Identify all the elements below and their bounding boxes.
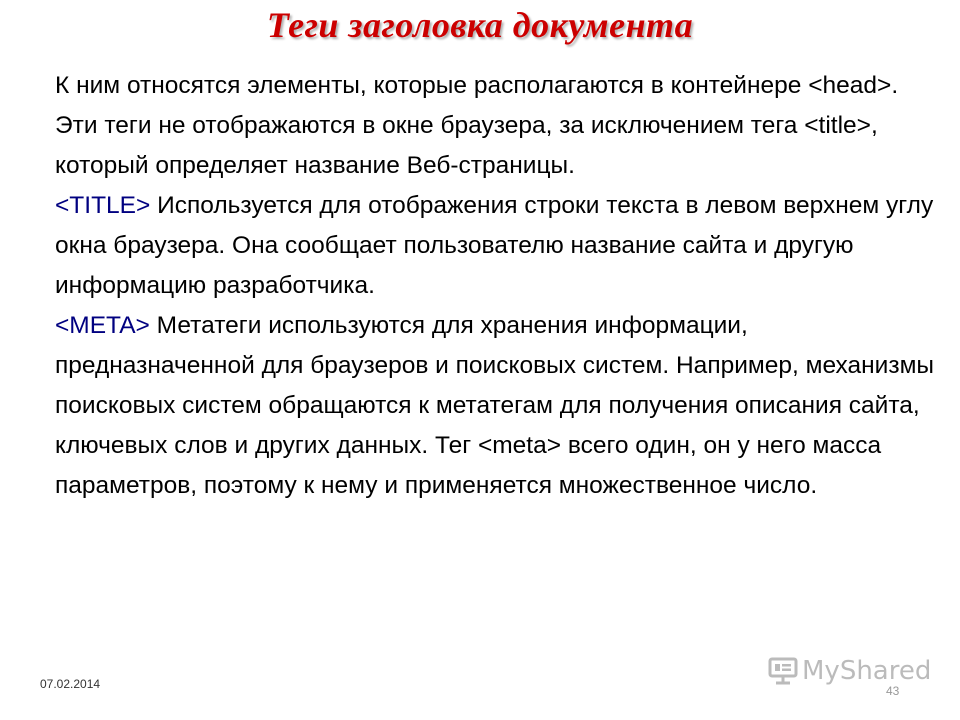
- intro-paragraph: К ним относятся элементы, которые располагаются в контейнере <head>. Эти теги не отображаются в окне браузера, за исключением тега <title>, который определяет название Веб-страницы.: [55, 72, 899, 179]
- page-number: 43: [886, 684, 900, 698]
- footer-date: 07.02.2014: [40, 677, 101, 691]
- meta-tag-keyword: <META>: [55, 312, 150, 339]
- slide-body: [55, 66, 935, 506]
- slide-title: Теги заголовка документа: [266, 5, 694, 45]
- watermark-text: MyShared: [802, 656, 932, 686]
- watermark-logo: [768, 656, 931, 686]
- meta-tag-paragraph: [55, 306, 935, 506]
- title-tag-description: Используется для отображения строки текста в левом верхнем углу окна браузера. Она сообщает пользователю название сайта и другую информацию разработчика.: [55, 192, 934, 299]
- title-tag-paragraph: [55, 186, 935, 306]
- meta-tag-description: Метатеги используются для хранения информации, предназначенной для браузеров и поисковых систем. Например, механизмы поисковых систем обращаются к метатегам для получения описания сайта, ключевых слов и других данных. Тег <meta> всего один, он у него масса параметров, поэтому к нему и применяется множественное число.: [55, 312, 935, 499]
- title-tag-keyword: <TITLE>: [55, 192, 151, 219]
- presentation-board-icon: [768, 656, 798, 686]
